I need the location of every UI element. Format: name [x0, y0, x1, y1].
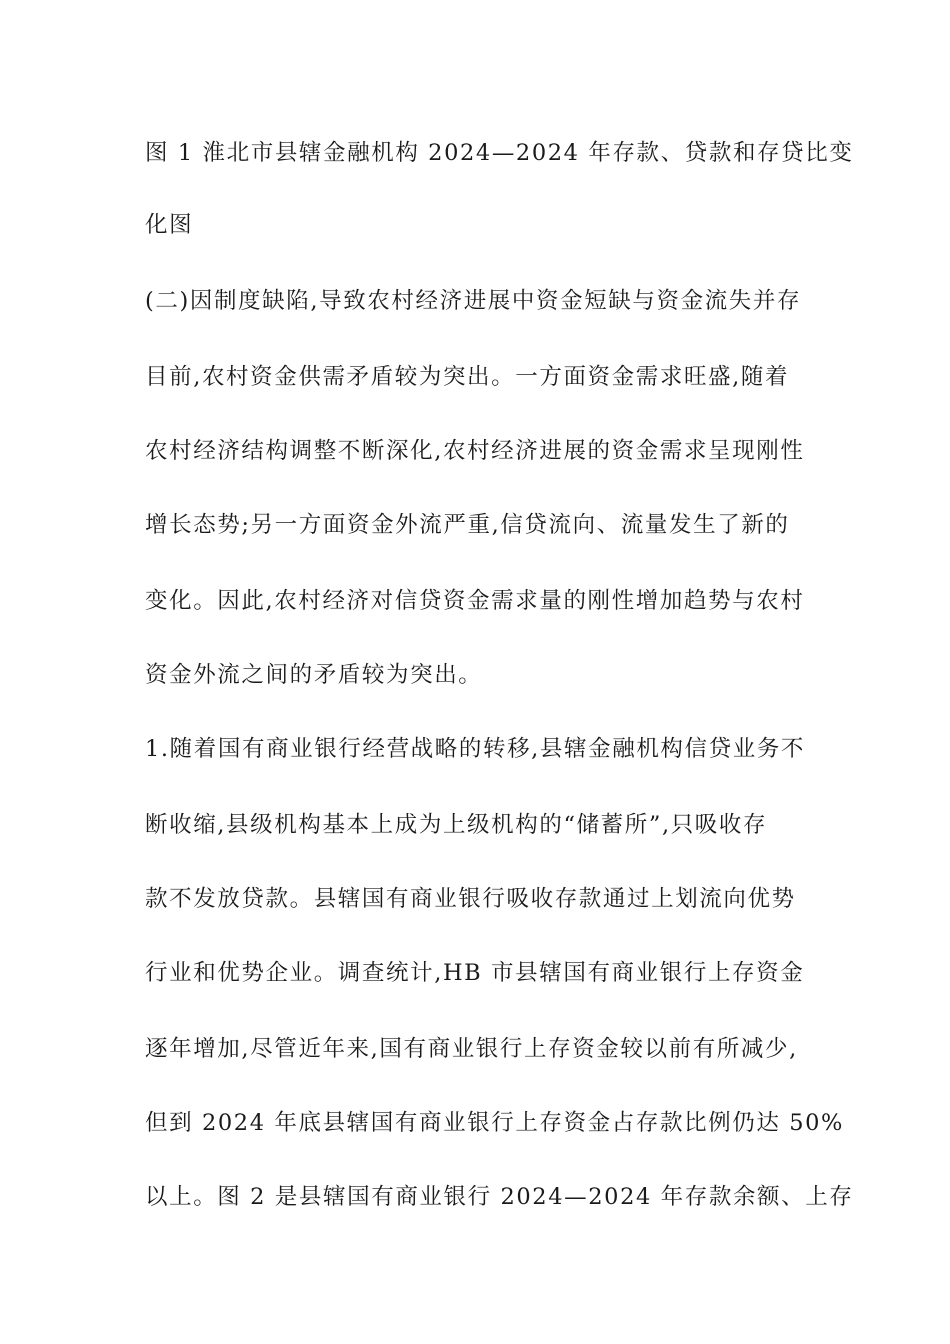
paragraph-2-line-4: 行业和优势企业。调查统计,HB 市县辖国有商业银行上存资金 [145, 960, 805, 986]
paragraph-1-line-3: 增长态势;另一方面资金外流严重,信贷流向、流量发生了新的 [145, 512, 790, 538]
paragraph-1-line-4: 变化。因此,农村经济对信贷资金需求量的刚性增加趋势与农村 [145, 588, 805, 614]
paragraph-1-line-1: 目前,农村资金供需矛盾较为突出。一方面资金需求旺盛,随着 [145, 364, 790, 390]
paragraph-2-line-7: 以上。图 2 是县辖国有商业银行 2024—2024 年存款余额、上存 [145, 1184, 854, 1210]
figure-caption-line-1: 图 1 淮北市县辖金融机构 2024—2024 年存款、贷款和存贷比变 [145, 140, 854, 166]
paragraph-1-line-5: 资金外流之间的矛盾较为突出。 [145, 662, 483, 688]
paragraph-2-line-1: 1.随着国有商业银行经营战略的转移,县辖金融机构信贷业务不 [145, 736, 806, 762]
paragraph-2-line-2: 断收缩,县级机构基本上成为上级机构的“储蓄所”,只吸收存 [145, 812, 768, 838]
section-heading: (二)因制度缺陷,导致农村经济进展中资金短缺与资金流失并存 [145, 288, 802, 314]
paragraph-2-line-5: 逐年增加,尽管近年来,国有商业银行上存资金较以前有所减少, [145, 1036, 798, 1062]
paragraph-2-line-6: 但到 2024 年底县辖国有商业银行上存资金占存款比例仍达 50% [145, 1110, 845, 1136]
paragraph-1-line-2: 农村经济结构调整不断深化,农村经济进展的资金需求呈现刚性 [145, 438, 805, 464]
paragraph-2-line-3: 款不发放贷款。县辖国有商业银行吸收存款通过上划流向优势 [145, 886, 796, 912]
figure-caption-line-2: 化图 [145, 212, 194, 238]
